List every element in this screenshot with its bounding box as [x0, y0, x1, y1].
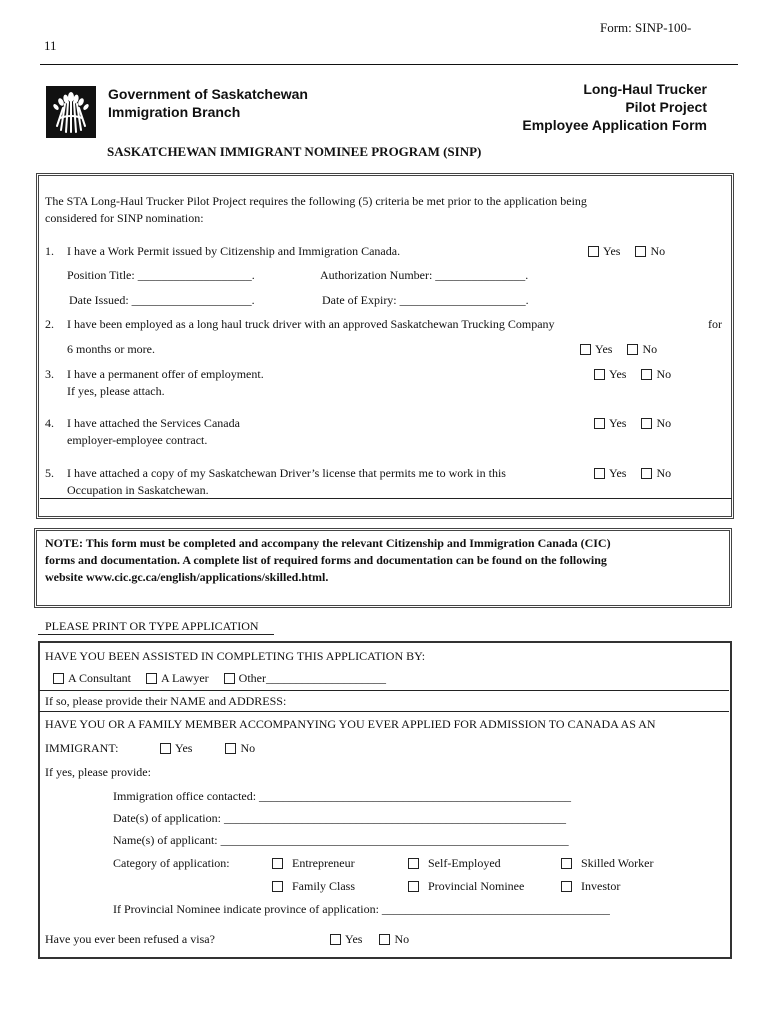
- note-line1: NOTE: This form must be completed and accompany the relevant Citizenship and Immigration Canada (CIC): [45, 536, 611, 550]
- authorization-number-field[interactable]: Authorization Number: _______________.: [320, 268, 529, 282]
- checkbox[interactable]: [594, 468, 605, 479]
- checkbox[interactable]: [272, 881, 283, 892]
- checkbox[interactable]: [408, 858, 419, 869]
- checkbox[interactable]: [594, 418, 605, 429]
- checkbox[interactable]: [146, 673, 157, 684]
- category-label: Category of application:: [113, 856, 230, 870]
- wheat-sheaf-logo: [46, 86, 96, 138]
- checkbox[interactable]: [408, 881, 419, 892]
- position-title-field[interactable]: Position Title: ___________________.: [67, 268, 255, 282]
- criterion-5-no[interactable]: No: [641, 466, 671, 481]
- checkbox[interactable]: [641, 468, 652, 479]
- note-line2: forms and documentation. A complete list of required forms and documentation can be found on the following: [45, 553, 607, 567]
- criterion-2-yes[interactable]: Yes: [580, 342, 612, 357]
- criterion-2-cont: 6 months or more.: [67, 342, 155, 356]
- name-address-prompt: If so, please provide their NAME and ADDRESS:: [45, 694, 287, 708]
- criterion-3-number: 3.: [45, 367, 54, 381]
- criterion-3-yes[interactable]: Yes: [594, 367, 626, 382]
- criteria-intro-line2: considered for SINP nomination:: [45, 211, 204, 225]
- criterion-2-options: [580, 342, 657, 359]
- provincial-nominee-option[interactable]: Provincial Nominee: [408, 879, 524, 896]
- criterion-4-number: 4.: [45, 416, 54, 430]
- criterion-4-line1: I have attached the Services Canada: [67, 416, 240, 430]
- form-number: Form: SINP-100-: [600, 20, 692, 35]
- checkbox[interactable]: [635, 246, 646, 257]
- lawyer-option[interactable]: A Lawyer: [146, 671, 209, 686]
- criterion-5-line2: Occupation in Saskatchewan.: [67, 483, 209, 497]
- applied-yes[interactable]: Yes: [160, 741, 192, 756]
- criterion-2-text: I have been employed as a long haul truck driver with an approved Saskatchewan Trucking Company: [67, 317, 555, 331]
- investor-option[interactable]: Investor: [561, 879, 620, 896]
- criterion-2-no[interactable]: No: [627, 342, 657, 357]
- checkbox[interactable]: [641, 369, 652, 380]
- checkbox[interactable]: [627, 344, 638, 355]
- checkbox[interactable]: [594, 369, 605, 380]
- criteria-inner-rule: [40, 498, 732, 499]
- print-type-heading: PLEASE PRINT OR TYPE APPLICATION: [45, 619, 259, 633]
- date-expiry-field[interactable]: Date of Expiry: _____________________.: [322, 293, 529, 307]
- if-yes-prompt: If yes, please provide:: [45, 765, 151, 779]
- checkbox[interactable]: [561, 881, 572, 892]
- criterion-3-line1: I have a permanent offer of employment.: [67, 367, 264, 381]
- refused-yes[interactable]: Yes: [330, 932, 362, 947]
- criterion-2-number: 2.: [45, 317, 54, 331]
- checkbox[interactable]: [588, 246, 599, 257]
- criterion-1-yes[interactable]: Yes: [588, 244, 620, 259]
- criterion-4-no[interactable]: No: [641, 416, 671, 431]
- criterion-4-yes[interactable]: Yes: [594, 416, 626, 431]
- name-address-rule: [39, 711, 729, 712]
- immigration-office-field[interactable]: Immigration office contacted: ____________________________________________________: [113, 789, 572, 803]
- checkbox[interactable]: [160, 743, 171, 754]
- applied-question-line2: IMMIGRANT:: [45, 741, 119, 755]
- application-dates-field[interactable]: Date(s) of application: _________________________________________________________: [113, 811, 566, 825]
- criterion-1-no[interactable]: No: [635, 244, 665, 259]
- refused-visa-options: [330, 932, 409, 949]
- checkbox[interactable]: [225, 743, 236, 754]
- criterion-5-number: 5.: [45, 466, 54, 480]
- pn-province-field[interactable]: If Provincial Nominee indicate province of application: ______________________________________: [113, 902, 610, 916]
- criterion-1-text: I have a Work Permit issued by Citizenship and Immigration Canada.: [67, 244, 401, 258]
- criterion-1-number: 1.: [45, 244, 54, 258]
- self-employed-option[interactable]: Self-Employed: [408, 856, 501, 873]
- other-option[interactable]: Other____________________: [224, 671, 386, 686]
- assisted-question: HAVE YOU BEEN ASSISTED IN COMPLETING THIS APPLICATION BY:: [45, 649, 426, 663]
- assisted-options: [53, 671, 386, 688]
- checkbox[interactable]: [330, 934, 341, 945]
- applied-question-line1: HAVE YOU OR A FAMILY MEMBER ACCOMPANYING YOU EVER APPLIED FOR ADMISSION TO CANADA AS AN: [45, 717, 656, 731]
- gov-line2: Immigration Branch: [108, 104, 241, 120]
- criterion-4-line2: employer-employee contract.: [67, 433, 208, 447]
- applied-options: [160, 741, 255, 758]
- criterion-3-no[interactable]: No: [641, 367, 671, 382]
- criterion-5-yes[interactable]: Yes: [594, 466, 626, 481]
- criterion-5-options: [594, 466, 671, 483]
- consultant-option[interactable]: A Consultant: [53, 671, 131, 686]
- criterion-3-line2: If yes, please attach.: [67, 384, 165, 398]
- refused-no[interactable]: No: [379, 932, 409, 947]
- criterion-5-line1: I have attached a copy of my Saskatchewan Driver’s license that permits me to work in this: [67, 466, 506, 480]
- skilled-worker-option[interactable]: Skilled Worker: [561, 856, 653, 873]
- checkbox[interactable]: [53, 673, 64, 684]
- applied-no[interactable]: No: [225, 741, 255, 756]
- assisted-rule: [39, 690, 729, 691]
- checkbox[interactable]: [580, 344, 591, 355]
- form-number-cont: 11: [44, 38, 57, 53]
- date-issued-field[interactable]: Date Issued: ____________________.: [69, 293, 255, 307]
- print-type-underline: [38, 634, 274, 635]
- form-title-line3: Employee Application Form: [522, 117, 707, 133]
- program-title: SASKATCHEWAN IMMIGRANT NOMINEE PROGRAM (SINP): [107, 144, 482, 159]
- checkbox[interactable]: [561, 858, 572, 869]
- criterion-1-options: [588, 244, 665, 261]
- form-title-line2: Pilot Project: [625, 99, 707, 115]
- gov-line1: Government of Saskatchewan: [108, 86, 308, 102]
- checkbox[interactable]: [272, 858, 283, 869]
- checkbox[interactable]: [641, 418, 652, 429]
- checkbox[interactable]: [379, 934, 390, 945]
- note-line3: website www.cic.gc.ca/english/applications/skilled.html.: [45, 570, 329, 584]
- entrepreneur-option[interactable]: Entrepreneur: [272, 856, 355, 873]
- family-class-option[interactable]: Family Class: [272, 879, 355, 896]
- criterion-4-options: [594, 416, 671, 433]
- header-rule: [40, 64, 738, 65]
- criteria-intro-line1: The STA Long-Haul Trucker Pilot Project requires the following (5) criteria be met prior to the application being: [45, 194, 587, 208]
- criterion-2-for: for: [708, 317, 722, 331]
- checkbox[interactable]: [224, 673, 235, 684]
- criterion-3-options: [594, 367, 671, 384]
- refused-visa-question: Have you ever been refused a visa?: [45, 932, 215, 946]
- form-title-line1: Long-Haul Trucker: [583, 81, 707, 97]
- applicant-names-field[interactable]: Name(s) of applicant: __________________________________________________________: [113, 833, 569, 847]
